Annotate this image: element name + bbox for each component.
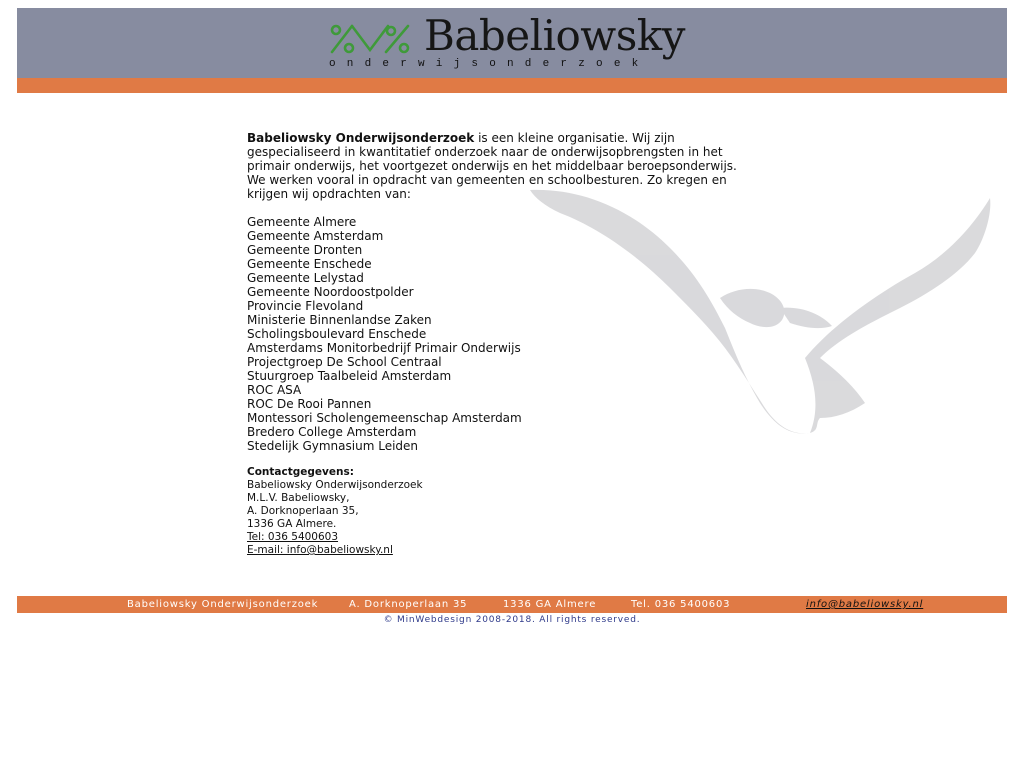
list-item: Gemeente Noordoostpolder xyxy=(247,285,414,299)
logo-subtitle: onderwijsonderzoek xyxy=(329,58,650,70)
footer-city: 1336 GA Almere xyxy=(503,599,597,610)
copyright-notice: © MinWebdesign 2008-2018. All rights reserved. xyxy=(383,615,641,625)
site-logo[interactable] xyxy=(328,11,685,76)
intro-company-name: Babeliowsky Onderwijsonderzoek xyxy=(247,131,475,145)
list-item: Gemeente Lelystad xyxy=(247,271,364,285)
footer-email-link[interactable]: info@babeliowsky.nl xyxy=(806,599,924,610)
list-item: Scholingsboulevard Enschede xyxy=(247,327,427,341)
contact-heading: Contactgegevens: xyxy=(247,466,354,478)
contact-person: M.L.V. Babeliowsky, xyxy=(247,492,350,504)
intro-text: is een kleine organisatie. Wij zijn gespecialiseerd in kwantitatief onderzoek naar de onderwijsopbrengsten in het primair onderwijs, het voortgezet onderwijs en het middelbaar beroepsonderwijs. We werken vooral in opdracht van gemeenten en schoolbesturen. Zo kregen en krijgen wij opdrachten van: xyxy=(247,131,737,201)
footer-bar xyxy=(17,596,1007,613)
list-item: Projectgroep De School Centraal xyxy=(247,355,442,369)
contact-street: A. Dorknoperlaan 35, xyxy=(247,505,359,517)
list-item: Gemeente Enschede xyxy=(247,257,372,271)
logo-title: Babeliowsky xyxy=(424,11,685,60)
contact-city: 1336 GA Almere. xyxy=(247,518,337,530)
list-item: ROC ASA xyxy=(247,383,302,397)
list-item: Gemeente Amsterdam xyxy=(247,229,384,243)
percent-chart-logo-icon xyxy=(328,20,412,56)
contact-company: Babeliowsky Onderwijsonderzoek xyxy=(247,479,423,491)
footer-phone: Tel. 036 5400603 xyxy=(631,599,731,610)
list-item: Stuurgroep Taalbeleid Amsterdam xyxy=(247,369,452,383)
list-item: Provincie Flevoland xyxy=(247,299,364,313)
phone-link[interactable]: Tel: 036 5400603 xyxy=(247,531,339,543)
intro-paragraph xyxy=(247,131,747,201)
list-item: Stedelijk Gymnasium Leiden xyxy=(247,439,419,453)
header-stripe xyxy=(17,78,1007,93)
list-item: Gemeente Dronten xyxy=(247,243,363,257)
list-item: Ministerie Binnenlandse Zaken xyxy=(247,313,432,327)
list-item: ROC De Rooi Pannen xyxy=(247,397,372,411)
list-item: Amsterdams Monitorbedrijf Primair Onderwijs xyxy=(247,341,521,355)
main-content xyxy=(247,131,747,557)
list-item: Gemeente Almere xyxy=(247,215,357,229)
footer-company: Babeliowsky Onderwijsonderzoek xyxy=(127,599,319,610)
client-list xyxy=(247,215,747,453)
list-item: Bredero College Amsterdam xyxy=(247,425,417,439)
contact-block xyxy=(247,466,747,557)
footer-street: A. Dorknoperlaan 35 xyxy=(349,599,468,610)
email-link[interactable]: E-mail: info@babeliowsky.nl xyxy=(247,544,393,556)
list-item: Montessori Scholengemeenschap Amsterdam xyxy=(247,411,522,425)
